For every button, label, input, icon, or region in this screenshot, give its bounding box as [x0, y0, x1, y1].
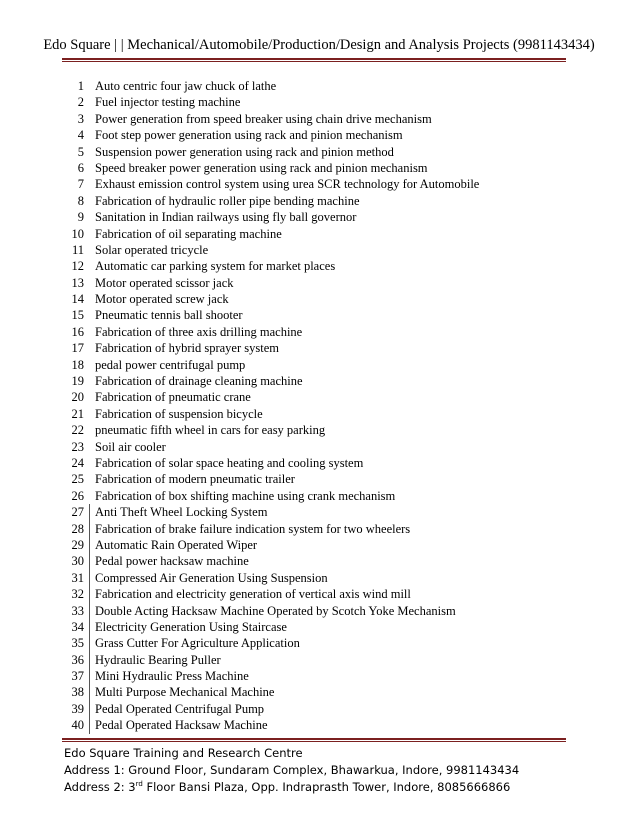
list-item-text: Fabrication of suspension bicycle [95, 406, 263, 421]
list-item-number: 25 [71, 472, 84, 487]
list-item [62, 684, 482, 700]
list-item-separator [89, 619, 90, 635]
list-item [62, 570, 482, 586]
list-item-number: 40 [71, 718, 84, 733]
footer-address-2-suffix: Floor Bansi Plaza, Opp. Indraprasth Tower, Indore, 8085666866 [142, 780, 511, 794]
list-item-text: Pedal Operated Centrifugal Pump [95, 701, 265, 716]
list-item-number: 10 [71, 226, 84, 241]
list-item-text: Auto centric four jaw chuck of lathe [95, 79, 277, 93]
list-item-number: 14 [71, 292, 84, 307]
list-item-separator [89, 537, 90, 553]
list-item-text: Fabrication of pneumatic crane [95, 390, 251, 405]
list-item-text: Fuel injector testing machine [95, 95, 241, 110]
list-item-separator [89, 521, 90, 537]
list-item-text: Solar operated tricycle [95, 242, 209, 257]
footer-rule [62, 738, 566, 740]
list-item [62, 144, 482, 160]
footer-address-2-sup: rd [135, 780, 143, 789]
list-item [62, 406, 482, 422]
footer-rule-thin [62, 741, 566, 742]
list-item [62, 160, 482, 176]
list-item [62, 340, 482, 356]
list-item-text: Double Acting Hacksaw Machine Operated by Scotch Yoke Mechanism [95, 603, 456, 618]
footer-address-2-prefix: Address 2: 3 [64, 780, 136, 794]
list-item-number: 28 [71, 521, 84, 536]
list-item-number: 5 [77, 144, 84, 159]
list-item-number: 11 [71, 242, 84, 257]
list-item-text: Fabrication of modern pneumatic trailer [95, 472, 295, 487]
list-item [62, 242, 482, 258]
list-item [62, 668, 482, 684]
list-item [62, 176, 482, 192]
list-item-text: Sanitation in Indian railways using fly ball governor [95, 210, 357, 225]
list-item-text: Suspension power generation using rack and pinion method [95, 144, 394, 159]
list-item [62, 78, 482, 94]
list-item-number: 34 [71, 619, 84, 634]
list-item-text: pedal power centrifugal pump [95, 357, 246, 372]
list-item-number: 3 [77, 111, 84, 126]
list-item-separator [89, 717, 90, 733]
project-list [62, 78, 482, 734]
list-item [62, 521, 482, 537]
list-item-number: 38 [71, 685, 84, 700]
list-item-text: Multi Purpose Mechanical Machine [95, 685, 275, 700]
list-item-text: Anti Theft Wheel Locking System [95, 505, 268, 520]
list-item-text: Fabrication of hybrid sprayer system [95, 341, 279, 356]
list-item [62, 537, 482, 553]
list-item [62, 471, 482, 487]
list-item-number: 16 [71, 324, 84, 339]
list-item-text: Pedal power hacksaw machine [95, 554, 249, 569]
list-item-number: 21 [71, 406, 84, 421]
header-rule-thin [62, 61, 566, 62]
list-item [62, 619, 482, 635]
list-item-number: 33 [71, 603, 84, 618]
list-item-text: Electricity Generation Using Staircase [95, 619, 287, 634]
list-item [62, 258, 482, 274]
list-item-number: 17 [71, 341, 84, 356]
list-item-number: 13 [71, 275, 84, 290]
list-item-separator [89, 668, 90, 684]
list-item [62, 111, 482, 127]
list-item-text: Fabrication and electricity generation of vertical axis wind mill [95, 587, 411, 602]
list-item [62, 357, 482, 373]
list-item-text: Fabrication of drainage cleaning machine [95, 374, 303, 389]
list-item-number: 20 [71, 390, 84, 405]
footer-address-1: Address 1: Ground Floor, Sundaram Complex, Bhawarkua, Indore, 9981143434 [64, 763, 520, 777]
list-item [62, 94, 482, 110]
list-item-number: 7 [77, 177, 84, 192]
list-item-separator [89, 701, 90, 717]
list-item-separator [89, 603, 90, 619]
list-item [62, 635, 482, 651]
list-item [62, 307, 482, 323]
list-item [62, 553, 482, 569]
list-item [62, 373, 482, 389]
list-item-text: Fabrication of three axis drilling machine [95, 324, 303, 339]
list-item [62, 324, 482, 340]
list-item-text: Grass Cutter For Agriculture Application [95, 636, 300, 651]
list-item-text: Fabrication of box shifting machine using crank mechanism [95, 488, 396, 503]
footer-address-2 [64, 779, 564, 796]
list-item-separator [89, 553, 90, 569]
list-item [62, 389, 482, 405]
list-item-text: Hydraulic Bearing Puller [95, 652, 221, 667]
list-item-text: Speed breaker power generation using rack and pinion mechanism [95, 160, 428, 175]
list-item [62, 422, 482, 438]
page-footer [64, 745, 564, 796]
list-item-number: 24 [71, 455, 84, 470]
list-item-text: Fabrication of hydraulic roller pipe bending machine [95, 193, 360, 208]
list-item-number: 27 [71, 505, 84, 520]
list-item [62, 439, 482, 455]
list-item-number: 32 [71, 587, 84, 602]
list-item [62, 586, 482, 602]
list-item [62, 488, 482, 504]
list-item-number: 4 [77, 128, 84, 143]
list-item [62, 504, 482, 520]
list-item [62, 652, 482, 668]
list-item-number: 23 [71, 439, 84, 454]
list-item-number: 30 [71, 554, 84, 569]
list-item [62, 209, 482, 225]
list-item-number: 31 [71, 570, 84, 585]
list-item [62, 291, 482, 307]
list-item [62, 455, 482, 471]
list-item [62, 127, 482, 143]
list-item-text: Automatic Rain Operated Wiper [95, 537, 258, 552]
list-item-number: 36 [71, 652, 84, 667]
list-item-text: Soil air cooler [95, 439, 166, 454]
list-item-separator [89, 586, 90, 602]
list-item-text: Automatic car parking system for market places [95, 259, 336, 274]
list-item-number: 1 [77, 79, 84, 93]
list-item-text: Motor operated scissor jack [95, 275, 234, 290]
list-item-text: pneumatic fifth wheel in cars for easy parking [95, 423, 326, 438]
list-item-text: Mini Hydraulic Press Machine [95, 669, 249, 684]
list-item-text: Power generation from speed breaker using chain drive mechanism [95, 111, 432, 126]
list-item-text: Pneumatic tennis ball shooter [95, 308, 243, 323]
list-item-number: 29 [71, 537, 84, 552]
header-rule [62, 58, 566, 60]
list-item-number: 8 [77, 193, 84, 208]
list-item-number: 6 [77, 160, 84, 175]
list-item-separator [89, 684, 90, 700]
list-item-number: 35 [71, 636, 84, 651]
list-item [62, 717, 482, 733]
list-item-text: Compressed Air Generation Using Suspension [95, 570, 328, 585]
list-item-separator [89, 570, 90, 586]
list-item-number: 15 [71, 308, 84, 323]
list-item-number: 9 [77, 210, 84, 225]
list-item-text: Fabrication of solar space heating and cooling system [95, 455, 364, 470]
list-item-number: 18 [71, 357, 84, 372]
list-item-text: Fabrication of brake failure indication system for two wheelers [95, 521, 411, 536]
list-item-text: Pedal Operated Hacksaw Machine [95, 718, 268, 733]
list-item-separator [89, 504, 90, 520]
list-item-text: Foot step power generation using rack and pinion mechanism [95, 128, 403, 143]
page-header: Edo Square | | Mechanical/Automobile/Production/Design and Analysis Projects (9981143434) [43, 37, 595, 53]
list-item-text: Exhaust emission control system using urea SCR technology for Automobile [95, 177, 480, 192]
list-item-number: 39 [71, 701, 84, 716]
list-item [62, 226, 482, 242]
list-item-number: 37 [71, 669, 84, 684]
list-item-number: 2 [77, 95, 84, 110]
list-item [62, 193, 482, 209]
list-item [62, 275, 482, 291]
list-item-number: 26 [71, 488, 84, 503]
list-item-separator [89, 635, 90, 651]
list-item [62, 603, 482, 619]
list-item-text: Motor operated screw jack [95, 292, 229, 307]
list-item-number: 12 [71, 259, 84, 274]
list-item [62, 701, 482, 717]
footer-org-name: Edo Square Training and Research Centre [64, 746, 303, 760]
list-item-number: 19 [71, 374, 84, 389]
list-item-text: Fabrication of oil separating machine [95, 226, 282, 241]
list-item-number: 22 [71, 423, 84, 438]
list-item-separator [89, 652, 90, 668]
